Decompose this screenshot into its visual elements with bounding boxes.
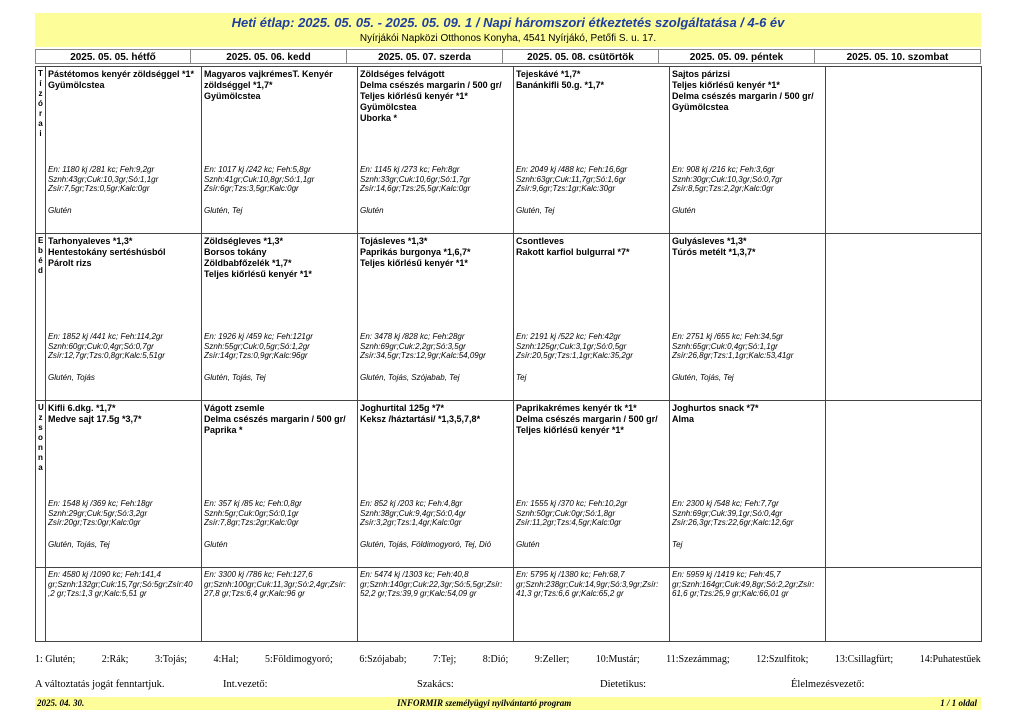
nutrition-line: En: 1548 kj /369 kc; Feh:18gr	[48, 499, 153, 508]
daily-total-text: En: 5474 kj /1303 kc; Feh:40,8 gr;Sznh:140gr;Cuk:22,3gr;Só:5,5gr;Zsír: 52,2 gr;Tzs:39,9 gr;Kalc:54,09 gr	[360, 570, 503, 598]
dish-item: Keksz /háztartási/ *1,3,5,7,8*	[360, 414, 481, 424]
nutrition-line: Sznh:69gr;Cuk:39,1gr;Só:0,4gr	[672, 508, 783, 518]
nutrition-line: Sznh:5gr;Cuk:0gr;Só:0,1gr	[204, 508, 299, 518]
dish-item: Delma csészés margarin / 500 gr/	[516, 414, 658, 424]
day-header-row	[35, 49, 981, 64]
menu-cell-uzsonna-monday	[46, 401, 202, 568]
nutrition-line: Zsír:20,5gr;Tzs:1,1gr;Kalc:35,2gr	[516, 351, 633, 360]
dish-item: Teljes kiőrlésű kenyér *1*	[360, 258, 468, 268]
nutrition-line: Sznh:60gr;Cuk:0,4gr;Só:0,7gr	[48, 341, 154, 351]
menu-cell-ebed-saturday	[826, 234, 982, 401]
legend-item: 1: Glutén;	[35, 654, 76, 665]
nutrition-line: En: 3478 kj /828 kc; Feh:28gr	[360, 332, 465, 341]
nutrition-line: Sznh:125gr;Cuk:3,1gr;Só:0,5gr	[516, 341, 627, 351]
meal-label-letter: í	[39, 79, 42, 88]
allergen-list: Glutén, Tojás, Tej	[672, 373, 734, 382]
meal-label-letter: b	[38, 246, 43, 255]
meal-label-letter: n	[38, 443, 43, 452]
daily-total-tuesday	[202, 568, 358, 642]
menu-cell-uzsonna-wednesday	[358, 401, 514, 568]
szakacs-label: Szakács:	[417, 679, 454, 690]
nutrition-line: Zsír:3,2gr;Tzs:1,4gr;Kalc:0gr	[360, 518, 462, 527]
menu-cell-tizorai-saturday	[826, 67, 982, 234]
meal-label-letter: s	[38, 423, 43, 432]
meal-label-letter: o	[38, 433, 43, 442]
nutrition-line: Sznh:33gr;Cuk:10,6gr;Só:1,7gr	[360, 174, 471, 184]
allergen-list: Glutén, Tojás, Földimogyoró, Tej, Dió	[360, 540, 492, 549]
legend-item: 6:Szójabab;	[359, 654, 407, 665]
nutrition-line: Sznh:69gr;Cuk:2,2gr;Só:3,5gr	[360, 341, 466, 351]
dish-item: Zöldségleves *1,3*	[204, 236, 284, 246]
dish-item: Tarhonyaleves *1,3*	[48, 236, 133, 246]
nutrition-line: Zsír:14gr;Tzs:0,9gr;Kalc:96gr	[204, 351, 308, 360]
legend-item: 10:Mustár;	[595, 654, 640, 665]
daily-totals-row	[36, 568, 982, 642]
dish-item: Párolt rizs	[48, 258, 92, 268]
meal-label-letter: a	[38, 119, 43, 128]
legend-item: 12:Szulfitok;	[756, 654, 809, 665]
dish-item: Banánkifli 50.g. *1,7*	[516, 80, 605, 90]
page-number: 1 / 1 oldal	[940, 698, 977, 708]
legend-item: 5:Földimogyoró;	[265, 654, 333, 665]
dish-item: Gyümölcstea	[360, 102, 417, 112]
allergen-list: Glutén, Tojás, Szójabab, Tej	[360, 373, 460, 382]
menu-cell-tizorai-monday	[46, 67, 202, 234]
menu-cell-ebed-thursday	[514, 234, 670, 401]
allergen-list: Glutén, Tej	[516, 206, 555, 215]
menu-header	[35, 13, 981, 47]
allergen-list: Glutén	[516, 540, 540, 549]
signature-row	[35, 679, 981, 693]
dish-item: Delma csészés margarin / 500 gr/	[360, 80, 502, 90]
int-vezeto-label: Int.vezető:	[223, 679, 268, 690]
page-footer	[35, 697, 981, 710]
meal-label-letter: d	[38, 266, 43, 275]
legend-item: 4:Hal;	[213, 654, 239, 665]
allergen-list: Tej	[672, 540, 683, 549]
nutrition-line: En: 1017 kj /242 kc; Feh:5,8gr	[204, 165, 311, 174]
day-header-wednesday: 2025. 05. 07. szerda	[347, 49, 503, 64]
daily-total-friday	[670, 568, 826, 642]
menu-cell-ebed-friday	[670, 234, 826, 401]
dish-item: Gulyásleves *1,3*	[672, 236, 747, 246]
dish-item: Hentestokány sertéshúsból	[48, 247, 166, 257]
day-header-monday: 2025. 05. 05. hétfő	[35, 49, 191, 64]
dish-item: Tejeskávé *1,7*	[516, 69, 581, 79]
nutrition-line: En: 2751 kj /655 kc; Feh:34,5gr	[672, 332, 784, 341]
nutrition-line: Zsír:26,3gr;Tzs:22,6gr;Kalc:12,6gr	[672, 518, 794, 527]
meal-label-letter: i	[39, 129, 42, 138]
menu-cell-ebed-monday	[46, 234, 202, 401]
nutrition-line: Zsír:7,5gr;Tzs:0,5gr;Kalc:0gr	[48, 184, 150, 193]
program-name: INFORMIR személyügyi nyilvántartó program	[397, 698, 572, 708]
dish-item: Túrós metélt *1,3,7*	[672, 247, 756, 257]
menu-cell-tizorai-tuesday	[202, 67, 358, 234]
dish-item: Delma csészés margarin / 500 gr/	[672, 91, 814, 101]
nutrition-line: Zsír:26,8gr;Tzs:1,1gr;Kalc:53,41gr	[672, 351, 794, 360]
meal-label-letter: E	[38, 236, 44, 245]
dish-item: Borsos tokány	[204, 247, 267, 257]
daily-total-text: En: 5959 kj /1419 kc; Feh:45,7 gr;Sznh:164gr;Cuk:49,8gr;Só:2,2gr;Zsír: 61,6 gr;Tzs:25,9 gr;Kalc:66,01 gr	[672, 570, 815, 598]
allergen-list: Glutén, Tej	[204, 206, 243, 215]
meal-row-uzsonna	[36, 401, 982, 568]
allergen-list: Glutén	[360, 206, 384, 215]
kitchen-address: Nyírjákói Napközi Otthonos Konyha, 4541 Nyírjákó, Petőfi S. u. 17.	[359, 33, 657, 44]
dish-item: Kifli 6.dkg. *1,7*	[48, 403, 116, 413]
meal-label-ebed	[36, 234, 46, 401]
menu-cell-tizorai-wednesday	[358, 67, 514, 234]
dish-item: Magyaros vajkrémesT. Kenyér zöldséggel *1,7*	[204, 69, 333, 90]
day-header-friday: 2025. 05. 09. péntek	[659, 49, 815, 64]
menu-cell-uzsonna-thursday	[514, 401, 670, 568]
meal-label-letter: U	[38, 403, 44, 412]
nutrition-line: Zsír:8,5gr;Tzs:2,2gr;Kalc:0gr	[672, 184, 774, 193]
dish-item: Uborka *	[360, 113, 398, 123]
daily-total-text: En: 5795 kj /1380 kc; Feh:68,7 gr;Sznh:238gr;Cuk:14,9gr;Só:3,9gr;Zsír: 41,3 gr;Tzs:6,6 gr;Kalc:65,2 gr	[516, 570, 659, 598]
allergen-list: Glutén, Tojás, Tej	[48, 540, 110, 549]
nutrition-line: Zsír:9,6gr;Tzs:1gr;Kalc:30gr	[516, 184, 616, 193]
nutrition-line: En: 1926 kj /459 kc; Feh:121gr	[204, 332, 313, 341]
meal-label-letter: n	[38, 453, 43, 462]
nutrition-line: Zsír:11,2gr;Tzs:4,5gr;Kalc:0gr	[516, 518, 622, 527]
daily-total-wednesday	[358, 568, 514, 642]
dish-item: Pástétomos kenyér zöldséggel *1*	[48, 69, 195, 79]
dish-item: Alma	[672, 414, 695, 424]
allergen-legend	[35, 654, 981, 665]
totals-label	[36, 568, 46, 642]
legend-item: 13:Csillagfürt;	[834, 654, 894, 665]
dish-item: Teljes kiőrlésű kenyér *1*	[672, 80, 780, 90]
nutrition-line: En: 1852 kj /441 kc; Feh:114,2gr	[48, 332, 164, 341]
daily-total-saturday	[826, 568, 982, 642]
nutrition-line: Sznh:38gr;Cuk:9,4gr;Só:0,4gr	[360, 508, 466, 518]
legend-item: 2:Rák;	[101, 654, 129, 665]
nutrition-line: En: 908 kj /216 kc; Feh:3,6gr	[672, 165, 775, 174]
dish-item: Delma csészés margarin / 500 gr/	[204, 414, 346, 424]
legend-item: 8:Dió;	[482, 654, 509, 665]
rights-note: A változtatás jogát fenntartjuk.	[35, 679, 165, 690]
meal-label-letter: r	[38, 109, 43, 118]
nutrition-line: Sznh:43gr;Cuk:10,3gr;Só:1,1gr	[48, 174, 159, 184]
meal-label-uzsonna	[36, 401, 46, 568]
allergen-list: Glutén	[48, 206, 72, 215]
meal-label-letter: z	[38, 89, 43, 98]
nutrition-line: Sznh:41gr;Cuk:10,8gr;Só:1,1gr	[204, 174, 315, 184]
nutrition-line: En: 1555 kj /370 kc; Feh:10,2gr	[516, 499, 628, 508]
nutrition-line: Zsír:34,5gr;Tzs:12,9gr;Kalc:54,09gr	[360, 351, 486, 360]
dish-item: Medve sajt 17.5g *3,7*	[48, 414, 142, 424]
menu-cell-uzsonna-friday	[670, 401, 826, 568]
day-header-tuesday: 2025. 05. 06. kedd	[191, 49, 347, 64]
day-header-saturday: 2025. 05. 10. szombat	[815, 49, 981, 64]
dish-item: Joghurtital 125g *7*	[360, 403, 445, 413]
nutrition-line: En: 2049 kj /488 kc; Feh:16,6gr	[516, 165, 628, 174]
nutrition-line: Sznh:55gr;Cuk:0,5gr;Só:1,2gr	[204, 341, 310, 351]
meal-label-letter: z	[38, 413, 43, 422]
meal-label-tizorai	[36, 67, 46, 234]
daily-total-monday	[46, 568, 202, 642]
dish-item: Paprika *	[204, 425, 243, 435]
allergen-list: Glutén	[204, 540, 228, 549]
nutrition-line: Sznh:29gr;Cuk:5gr;Só:3,2gr	[48, 508, 148, 518]
nutrition-line: Zsír:12,7gr;Tzs:0,8gr;Kalc:5,51gr	[48, 351, 165, 360]
menu-cell-tizorai-friday	[670, 67, 826, 234]
meal-row-ebed	[36, 234, 982, 401]
daily-total-thursday	[514, 568, 670, 642]
dish-item: Tojásleves *1,3*	[360, 236, 428, 246]
nutrition-line: Sznh:30gr;Cuk:10,3gr;Só:0,7gr	[672, 174, 783, 184]
dish-item: Gyümölcstea	[204, 91, 261, 101]
menu-cell-ebed-wednesday	[358, 234, 514, 401]
weekly-menu-table	[35, 66, 982, 642]
nutrition-line: Sznh:63gr;Cuk:11,7gr;Só:1,6gr	[516, 174, 626, 184]
dish-item: Rakott karfiol bulgurral *7*	[516, 247, 630, 257]
menu-cell-tizorai-thursday	[514, 67, 670, 234]
daily-total-text: En: 4580 kj /1090 kc; Feh:141,4 gr;Sznh:132gr;Cuk:15,7gr;Só:5gr;Zsír:40 ,2 gr;Tzs:1,3 gr;Kalc:5,51 gr	[48, 570, 193, 598]
daily-total-text: En: 3300 kj /786 kc; Feh:127,6 gr;Sznh:100gr;Cuk:11,3gr;Só:2,4gr;Zsír: 27,8 gr;Tzs:6,4 gr;Kalc:96 gr	[204, 570, 346, 598]
allergen-list: Tej	[516, 373, 527, 382]
legend-item: 11:Szezámmag;	[666, 654, 730, 665]
allergen-list: Glutén	[672, 206, 696, 215]
dietetikus-label: Dietetikus:	[600, 679, 647, 690]
nutrition-line: Zsír:7,8gr;Tzs:2gr;Kalc:0gr	[204, 518, 299, 527]
allergen-list: Glutén, Tojás, Tej	[204, 373, 266, 382]
meal-label-letter: ó	[38, 99, 43, 108]
dish-item: Zöldbabfőzelék *1,7*	[204, 258, 292, 268]
dish-item: Vágott zsemle	[204, 403, 265, 413]
print-date: 2025. 04. 30.	[37, 698, 85, 708]
nutrition-line: En: 852 kj /203 kc; Feh:4,8gr	[360, 499, 463, 508]
nutrition-line: Zsír:6gr;Tzs:3,5gr;Kalc:0gr	[204, 184, 299, 193]
dish-item: Teljes kiőrlésű kenyér *1*	[516, 425, 624, 435]
menu-cell-ebed-tuesday	[202, 234, 358, 401]
nutrition-line: Sznh:65gr;Cuk:0,4gr;Só:1,1gr	[672, 341, 778, 351]
nutrition-line: En: 1180 kj /281 kc; Feh:9,2gr	[48, 165, 155, 174]
legend-item: 14:Puhatestűek	[919, 654, 981, 665]
dish-item: Sajtos párizsi	[672, 69, 731, 79]
dish-item: Paprikakrémes kenyér tk *1*	[516, 403, 637, 413]
meal-label-letter: a	[38, 463, 43, 472]
dish-item: Teljes kiőrlésű kenyér *1*	[360, 91, 468, 101]
meal-row-tizorai	[36, 67, 982, 234]
nutrition-line: Zsír:14,6gr;Tzs:25,5gr;Kalc:0gr	[360, 184, 471, 193]
dish-item: Gyümölcstea	[672, 102, 729, 112]
dish-item: Zöldséges felvágott	[360, 69, 445, 79]
nutrition-line: En: 2300 kj /548 kc; Feh:7,7gr	[672, 499, 779, 508]
allergen-list: Glutén, Tojás	[48, 373, 95, 382]
meal-label-letter: é	[38, 256, 43, 265]
nutrition-line: Sznh:50gr;Cuk:0gr;Só:1,8gr	[516, 508, 616, 518]
legend-item: 7:Tej;	[433, 654, 457, 665]
nutrition-line: En: 357 kj /85 kc; Feh:0,8gr	[204, 499, 302, 508]
legend-item: 3:Tojás;	[154, 654, 188, 665]
dish-item: Teljes kiőrlésű kenyér *1*	[204, 269, 312, 279]
dish-item: Joghurtos snack *7*	[672, 403, 759, 413]
menu-cell-uzsonna-tuesday	[202, 401, 358, 568]
nutrition-line: En: 2191 kj /522 kc; Feh:42gr	[516, 332, 621, 341]
nutrition-line: Zsír:20gr;Tzs:0gr;Kalc:0gr	[48, 518, 141, 527]
menu-title: Heti étlap: 2025. 05. 05. - 2025. 05. 09. 1 / Napi háromszori étkeztetés szolgáltatása / 4-6 év	[231, 15, 785, 30]
meal-label-letter: T	[38, 69, 43, 78]
legend-item: 9:Zeller;	[534, 654, 570, 665]
dish-item: Csontleves	[516, 236, 565, 246]
nutrition-line: En: 1145 kj /273 kc; Feh:8gr	[360, 165, 460, 174]
elelmezesvezeto-label: Élelmezésvezető:	[791, 679, 865, 690]
day-header-thursday: 2025. 05. 08. csütörtök	[503, 49, 659, 64]
menu-cell-uzsonna-saturday	[826, 401, 982, 568]
dish-item: Gyümölcstea	[48, 80, 105, 90]
dish-item: Paprikás burgonya *1,6,7*	[360, 247, 471, 257]
